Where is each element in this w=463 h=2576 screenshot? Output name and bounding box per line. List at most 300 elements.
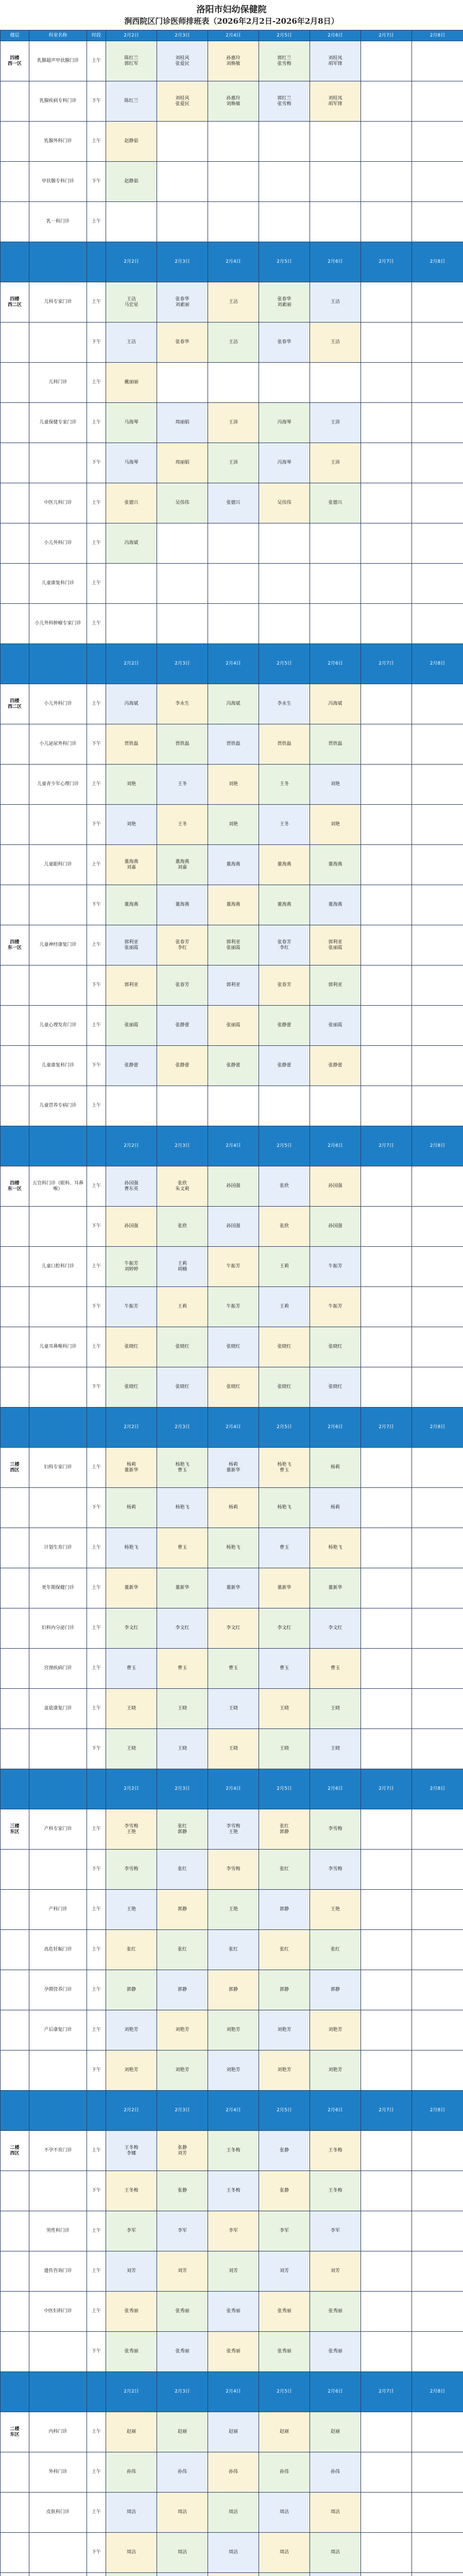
doctor-cell [361, 2332, 412, 2372]
doctor-cell: 郭静 [310, 1970, 361, 2010]
doctor-cell: 李文红 [208, 1608, 259, 1649]
table-row [1, 2050, 463, 2091]
doctor-cell [208, 363, 259, 403]
floor-cell [1, 2533, 29, 2573]
doctor-cell [361, 363, 412, 403]
doctor-cell [412, 202, 463, 242]
doctor-cell [157, 363, 208, 403]
col-day: 2月5日 [259, 30, 310, 41]
doctor-cell: 赵静茹 [106, 162, 157, 202]
time-cell: 上午 [87, 1970, 106, 2010]
date-header-cell: 2月5日 [259, 242, 310, 282]
doctor-cell: 王冬梅 [208, 2131, 259, 2171]
dept-cell: 妇科专家门诊 [29, 1448, 87, 1488]
table-row [1, 1608, 463, 1649]
doctor-cell: 董海燕 [157, 885, 208, 925]
date-header-cell: 2月7日 [361, 1126, 412, 1166]
doctor-cell [412, 684, 463, 724]
floor-cell: 四楼 西二区 [1, 282, 29, 323]
time-cell: 上午 [87, 1930, 106, 1970]
doctor-cell [412, 1930, 463, 1970]
doctor-cell [259, 564, 310, 604]
doctor-cell [412, 1448, 463, 1488]
floor-cell [1, 765, 29, 805]
doctor-cell [412, 2292, 463, 2332]
doctor-cell [361, 1689, 412, 1729]
doctor-cell: 周洁 [106, 2493, 157, 2533]
time-cell: 上午 [87, 2131, 106, 2171]
time-cell: 下午 [87, 1488, 106, 1528]
time-cell: 上午 [87, 1649, 106, 1689]
doctor-cell [361, 1890, 412, 1930]
time-cell: 上午 [87, 925, 106, 965]
doctor-cell [208, 564, 259, 604]
time-cell: 下午 [87, 1850, 106, 1890]
date-header-cell: 2月3日 [157, 242, 208, 282]
doctor-cell: 张春芳 李红 [259, 925, 310, 965]
doctor-cell: 王晓 [208, 1729, 259, 1769]
doctor-cell [412, 1689, 463, 1729]
doctor-cell [412, 403, 463, 443]
doctor-cell: 张春芳 [259, 965, 310, 1006]
table-row [1, 1207, 463, 1247]
doctor-cell: 郭利亚 张丽霞 [310, 925, 361, 965]
doctor-cell [412, 1247, 463, 1287]
doctor-cell: 郭静 [106, 1970, 157, 2010]
dept-cell: 五官科门诊（眼科、耳鼻喉） [29, 1166, 87, 1207]
floor-cell [1, 1086, 29, 1126]
date-header-cell: 2月8日 [412, 2372, 463, 2412]
floor-cell: 四楼 东一区 [1, 925, 29, 965]
doctor-cell: 张红 郭静 [157, 1809, 208, 1850]
doctor-cell: 王艳 [106, 1890, 157, 1930]
table-row [1, 885, 463, 925]
doctor-cell: 周洁 [259, 2533, 310, 2573]
doctor-cell: 郭静 [259, 1890, 310, 1930]
hospital-name: 洛阳市妇幼保健院 [196, 5, 267, 15]
doctor-cell [412, 1568, 463, 1608]
table-row [1, 162, 463, 202]
doctor-cell: 刘艳 [106, 765, 157, 805]
time-cell: 上午 [87, 845, 106, 885]
floor-cell [1, 1488, 29, 1528]
doctor-cell: 张红 [259, 1850, 310, 1890]
doctor-cell: 刘艳芳 [259, 2010, 310, 2050]
date-header-cell: 2月2日 [106, 644, 157, 684]
doctor-cell: 董海燕 [208, 885, 259, 925]
doctor-cell: 张德兴 [310, 483, 361, 523]
date-header-row [1, 644, 463, 684]
doctor-cell: 牛振芳 [310, 1287, 361, 1327]
doctor-cell: 杨艳飞 [106, 1528, 157, 1568]
doctor-cell: 赵丽 [259, 2412, 310, 2452]
doctor-cell: 孙惠玲 刘焕敏 [208, 41, 259, 81]
table-row [1, 965, 463, 1006]
dept-cell: 乳腺超声甲状腺门诊 [29, 41, 87, 81]
floor-cell [1, 724, 29, 765]
floor-cell [1, 2493, 29, 2533]
dept-cell: 儿童神经康复门诊 [29, 925, 87, 965]
dept-cell [29, 242, 87, 282]
table-row [1, 2292, 463, 2332]
table-row [1, 363, 463, 403]
date-header-row [1, 1769, 463, 1809]
floor-cell [1, 162, 29, 202]
date-header-cell: 2月8日 [412, 644, 463, 684]
doctor-cell: 董海燕 [208, 845, 259, 885]
doctor-cell: 郭静 [208, 1970, 259, 2010]
date-header-cell: 2月8日 [412, 2091, 463, 2131]
doctor-cell: 李永生 [259, 684, 310, 724]
doctor-cell: 曹玉 [157, 1649, 208, 1689]
col-floor: 楼层 [1, 30, 29, 41]
date-header-cell: 2月2日 [106, 1769, 157, 1809]
doctor-cell [361, 1086, 412, 1126]
table-row [1, 2131, 463, 2171]
doctor-cell: 王冬梅 [310, 2131, 361, 2171]
date-header-cell: 2月3日 [157, 644, 208, 684]
doctor-cell: 周洁 [157, 2493, 208, 2533]
doctor-cell: 王洁 [310, 323, 361, 363]
floor-cell [1, 1046, 29, 1086]
table-row [1, 1247, 463, 1287]
doctor-cell [412, 2573, 463, 2576]
time-cell: 上午 [87, 2493, 106, 2533]
doctor-cell: 郭红兰 张雪梅 [259, 41, 310, 81]
doctor-cell: 冯海斌 [106, 684, 157, 724]
time-cell: 上午 [87, 122, 106, 162]
floor-cell [1, 2091, 29, 2131]
time-cell: 下午 [87, 2332, 106, 2372]
floor-cell [1, 1408, 29, 1448]
doctor-cell [361, 1528, 412, 1568]
doctor-cell: 王洁 [208, 282, 259, 323]
doctor-cell [412, 2010, 463, 2050]
doctor-cell [259, 2573, 310, 2576]
dept-cell: 高危妊娠门诊 [29, 1930, 87, 1970]
doctor-cell [208, 162, 259, 202]
doctor-cell [361, 1729, 412, 1769]
doctor-cell [361, 2010, 412, 2050]
date-header-cell: 2月5日 [259, 644, 310, 684]
doctor-cell [361, 885, 412, 925]
dept-cell: 宫颈疾病门诊 [29, 1649, 87, 1689]
schedule-title: 涧西院区门诊医师排班表（2026年2月2日-2026年2月8日） [124, 16, 339, 26]
doctor-cell: 张秀丽 [208, 2292, 259, 2332]
doctor-cell: 张静蕾 [310, 1046, 361, 1086]
doctor-cell [361, 323, 412, 363]
doctor-cell [361, 523, 412, 564]
doctor-cell: 曹玉 [259, 1649, 310, 1689]
doctor-cell: 张春华 [259, 323, 310, 363]
col-time: 时段 [87, 30, 106, 41]
date-header-cell: 2月6日 [310, 644, 361, 684]
table-row [1, 122, 463, 162]
table-row [1, 81, 463, 122]
floor-cell: 二楼 西区 [1, 2131, 29, 2171]
doctor-cell [361, 925, 412, 965]
doctor-cell: 王晓 [310, 1689, 361, 1729]
doctor-cell [412, 1488, 463, 1528]
time-cell: 上午 [87, 403, 106, 443]
doctor-cell: 王冬梅 [208, 2171, 259, 2211]
doctor-cell [310, 564, 361, 604]
doctor-cell: 董海燕 刘嘉 [157, 845, 208, 885]
doctor-cell [361, 604, 412, 644]
doctor-cell: 李军 [310, 2211, 361, 2251]
col-day: 2月3日 [157, 30, 208, 41]
dept-cell [29, 1367, 87, 1408]
time-cell: 下午 [87, 2050, 106, 2091]
floor-cell [1, 1850, 29, 1890]
floor-cell [1, 122, 29, 162]
floor-cell: 四楼 东一区 [1, 1166, 29, 1207]
doctor-cell: 王沛 [310, 443, 361, 483]
dept-cell: 遗传咨询门诊 [29, 2251, 87, 2292]
time-cell: 下午 [87, 885, 106, 925]
doctor-cell [412, 1970, 463, 2010]
doctor-cell: 王冬梅 李娜 [106, 2131, 157, 2171]
table-row [1, 1970, 463, 2010]
time-cell: 上午 [87, 684, 106, 724]
time-cell: 上午 [87, 1448, 106, 1488]
doctor-cell: 贾铁磊 [208, 724, 259, 765]
table-row [1, 2010, 463, 2050]
floor-cell [1, 1649, 29, 1689]
doctor-cell: 牛振芳 [106, 1287, 157, 1327]
time-cell: 上午 [87, 1890, 106, 1930]
dept-cell [29, 1850, 87, 1890]
doctor-cell: 王莉 [259, 1247, 310, 1287]
doctor-cell: 马海琴 [106, 403, 157, 443]
date-header-row [1, 1408, 463, 1448]
doctor-cell [412, 845, 463, 885]
time-cell: 上午 [87, 363, 106, 403]
doctor-cell: 贾铁磊 [310, 724, 361, 765]
floor-cell: 三楼 西区 [1, 1448, 29, 1488]
date-header-cell: 2月8日 [412, 1769, 463, 1809]
doctor-cell: 李雪梅 王艳 [208, 1809, 259, 1850]
doctor-cell: 周洁 [310, 2493, 361, 2533]
table-row [1, 483, 463, 523]
doctor-cell: 杨艳飞 曹玉 [157, 1448, 208, 1488]
floor-cell [1, 1689, 29, 1729]
table-row [1, 323, 463, 363]
doctor-cell [310, 162, 361, 202]
dept-cell: 儿童青少年心理门诊 [29, 765, 87, 805]
doctor-cell: 王晓 [208, 1689, 259, 1729]
doctor-cell: 李军 [259, 2211, 310, 2251]
doctor-cell: 牛振芳 [208, 1287, 259, 1327]
doctor-cell: 张春华 刘素丽 [259, 282, 310, 323]
floor-cell: 四楼 西二区 [1, 684, 29, 724]
doctor-cell [361, 403, 412, 443]
doctor-cell [208, 1086, 259, 1126]
doctor-cell [259, 363, 310, 403]
doctor-cell: 张欣 朱文莉 [157, 1166, 208, 1207]
doctor-cell: 李军 [208, 2211, 259, 2251]
doctor-cell [259, 122, 310, 162]
time-cell: 上午 [87, 1166, 106, 1207]
doctor-cell [412, 1850, 463, 1890]
doctor-cell [361, 2292, 412, 2332]
time-cell: 上午 [87, 282, 106, 323]
schedule-table [0, 30, 463, 2576]
dept-cell: 儿童康复科门诊 [29, 564, 87, 604]
dept-cell: 产科门诊 [29, 1890, 87, 1930]
doctor-cell: 张丽霞 [310, 1006, 361, 1046]
floor-cell [1, 523, 29, 564]
floor-cell: 三楼 东区 [1, 1809, 29, 1850]
doctor-cell: 曹玉 [106, 1649, 157, 1689]
doctor-cell: 董海燕 [259, 885, 310, 925]
time-cell [87, 2372, 106, 2412]
doctor-cell: 张晓红 [208, 1327, 259, 1367]
doctor-cell [361, 2171, 412, 2211]
doctor-cell: 张秀丽 [310, 2332, 361, 2372]
doctor-cell: 刘桂风 张爱民 [157, 41, 208, 81]
floor-cell [1, 242, 29, 282]
time-cell: 下午 [87, 162, 106, 202]
floor-cell [1, 845, 29, 885]
floor-cell [1, 2171, 29, 2211]
doctor-cell [361, 1287, 412, 1327]
date-header-cell: 2月4日 [208, 2091, 259, 2131]
doctor-cell [208, 202, 259, 242]
doctor-cell: 戴丽丽 [106, 363, 157, 403]
doctor-cell [412, 2533, 463, 2573]
floor-cell [1, 81, 29, 122]
doctor-cell: 刘芳 [208, 2251, 259, 2292]
doctor-cell [361, 81, 412, 122]
doctor-cell: 董新华 [208, 1568, 259, 1608]
doctor-cell: 张晓红 [157, 1327, 208, 1367]
dept-cell: 甲状腺专科门诊 [29, 162, 87, 202]
doctor-cell: 王洁 [310, 282, 361, 323]
doctor-cell [412, 765, 463, 805]
doctor-cell [259, 523, 310, 564]
doctor-cell: 杨莉 董新华 [106, 1448, 157, 1488]
floor-cell [1, 1287, 29, 1327]
doctor-cell: 张静蕾 [157, 1046, 208, 1086]
doctor-cell: 周洁 [259, 2493, 310, 2533]
doctor-cell: 王莉 [259, 1287, 310, 1327]
floor-cell [1, 323, 29, 363]
date-header-cell: 2月6日 [310, 1408, 361, 1448]
doctor-cell: 王冬梅 [310, 2171, 361, 2211]
date-header-row [1, 2372, 463, 2412]
doctor-cell: 张欣 [259, 1166, 310, 1207]
doctor-cell [361, 1850, 412, 1890]
doctor-cell [361, 2131, 412, 2171]
doctor-cell: 郭静 [157, 1970, 208, 2010]
doctor-cell: 吴伟伟 [259, 483, 310, 523]
time-cell: 下午 [87, 1729, 106, 1769]
doctor-cell: 孙伟 [259, 2452, 310, 2493]
doctor-cell [412, 483, 463, 523]
doctor-cell: 董新华 [157, 1568, 208, 1608]
doctor-cell: 吴伟伟 [157, 483, 208, 523]
doctor-cell [412, 925, 463, 965]
doctor-cell: 张静 [157, 2171, 208, 2211]
doctor-cell [412, 162, 463, 202]
time-cell: 下午 [87, 323, 106, 363]
doctor-cell [259, 1086, 310, 1126]
dept-cell [29, 1207, 87, 1247]
doctor-cell: 李雪梅 王艳 [106, 1809, 157, 1850]
col-day: 2月8日 [412, 30, 463, 41]
doctor-cell: 董海燕 [310, 885, 361, 925]
dept-cell [29, 323, 87, 363]
doctor-cell: 刘桂凤 胡军锋 [310, 41, 361, 81]
date-header-cell: 2月2日 [106, 1126, 157, 1166]
doctor-cell [361, 2251, 412, 2292]
doctor-cell: 郭利亚 张丽霞 [208, 925, 259, 965]
doctor-cell: 王艳 [208, 1890, 259, 1930]
floor-cell [1, 965, 29, 1006]
time-cell: 下午 [87, 2533, 106, 2573]
doctor-cell [361, 202, 412, 242]
doctor-cell: 王冬 [157, 805, 208, 845]
date-header-cell: 2月3日 [157, 1769, 208, 1809]
dept-cell [29, 2533, 87, 2573]
doctor-cell: 李军 [106, 2211, 157, 2251]
doctor-cell [412, 2211, 463, 2251]
doctor-cell [412, 443, 463, 483]
time-cell: 上午 [87, 1608, 106, 1649]
doctor-cell: 张晓红 [310, 1367, 361, 1408]
date-header-cell: 2月6日 [310, 2091, 361, 2131]
date-header-cell: 2月6日 [310, 1769, 361, 1809]
doctor-cell [157, 202, 208, 242]
doctor-cell [310, 523, 361, 564]
dept-cell [29, 2332, 87, 2372]
doctor-cell [361, 765, 412, 805]
doctor-cell [361, 1367, 412, 1408]
doctor-cell [412, 1086, 463, 1126]
doctor-cell: 贾铁磊 [157, 724, 208, 765]
doctor-cell: 曹玉 [157, 1528, 208, 1568]
dept-cell: 不孕不育门诊 [29, 2131, 87, 2171]
col-day: 2月4日 [208, 30, 259, 41]
doctor-cell: 王晓 [106, 1729, 157, 1769]
floor-cell: 二楼 东区 [1, 2412, 29, 2452]
dept-cell: 产后康复门诊 [29, 2010, 87, 2050]
doctor-cell: 孙伟 [157, 2452, 208, 2493]
doctor-cell [259, 162, 310, 202]
doctor-cell: 冯海斌 [310, 684, 361, 724]
floor-cell [1, 2211, 29, 2251]
doctor-cell: 杨艳飞 曹玉 [259, 1448, 310, 1488]
date-header-row [1, 242, 463, 282]
dept-cell: 皮肤科门诊 [29, 2493, 87, 2533]
dept-cell: 儿童康复科门诊 [29, 1046, 87, 1086]
time-cell: 下午 [87, 724, 106, 765]
dept-cell: 儿科门诊 [29, 363, 87, 403]
doctor-cell: 刘艳 [310, 765, 361, 805]
table-row [1, 1689, 463, 1729]
floor-cell [1, 1006, 29, 1046]
doctor-cell [157, 2573, 208, 2576]
doctor-cell: 杨艳飞 [310, 1528, 361, 1568]
doctor-cell [412, 2050, 463, 2091]
floor-cell [1, 2452, 29, 2493]
doctor-cell: 董海燕 [310, 845, 361, 885]
date-header-cell: 2月2日 [106, 242, 157, 282]
doctor-cell: 张晓红 [259, 1367, 310, 1408]
doctor-cell: 张红 [310, 1930, 361, 1970]
doctor-cell [361, 282, 412, 323]
